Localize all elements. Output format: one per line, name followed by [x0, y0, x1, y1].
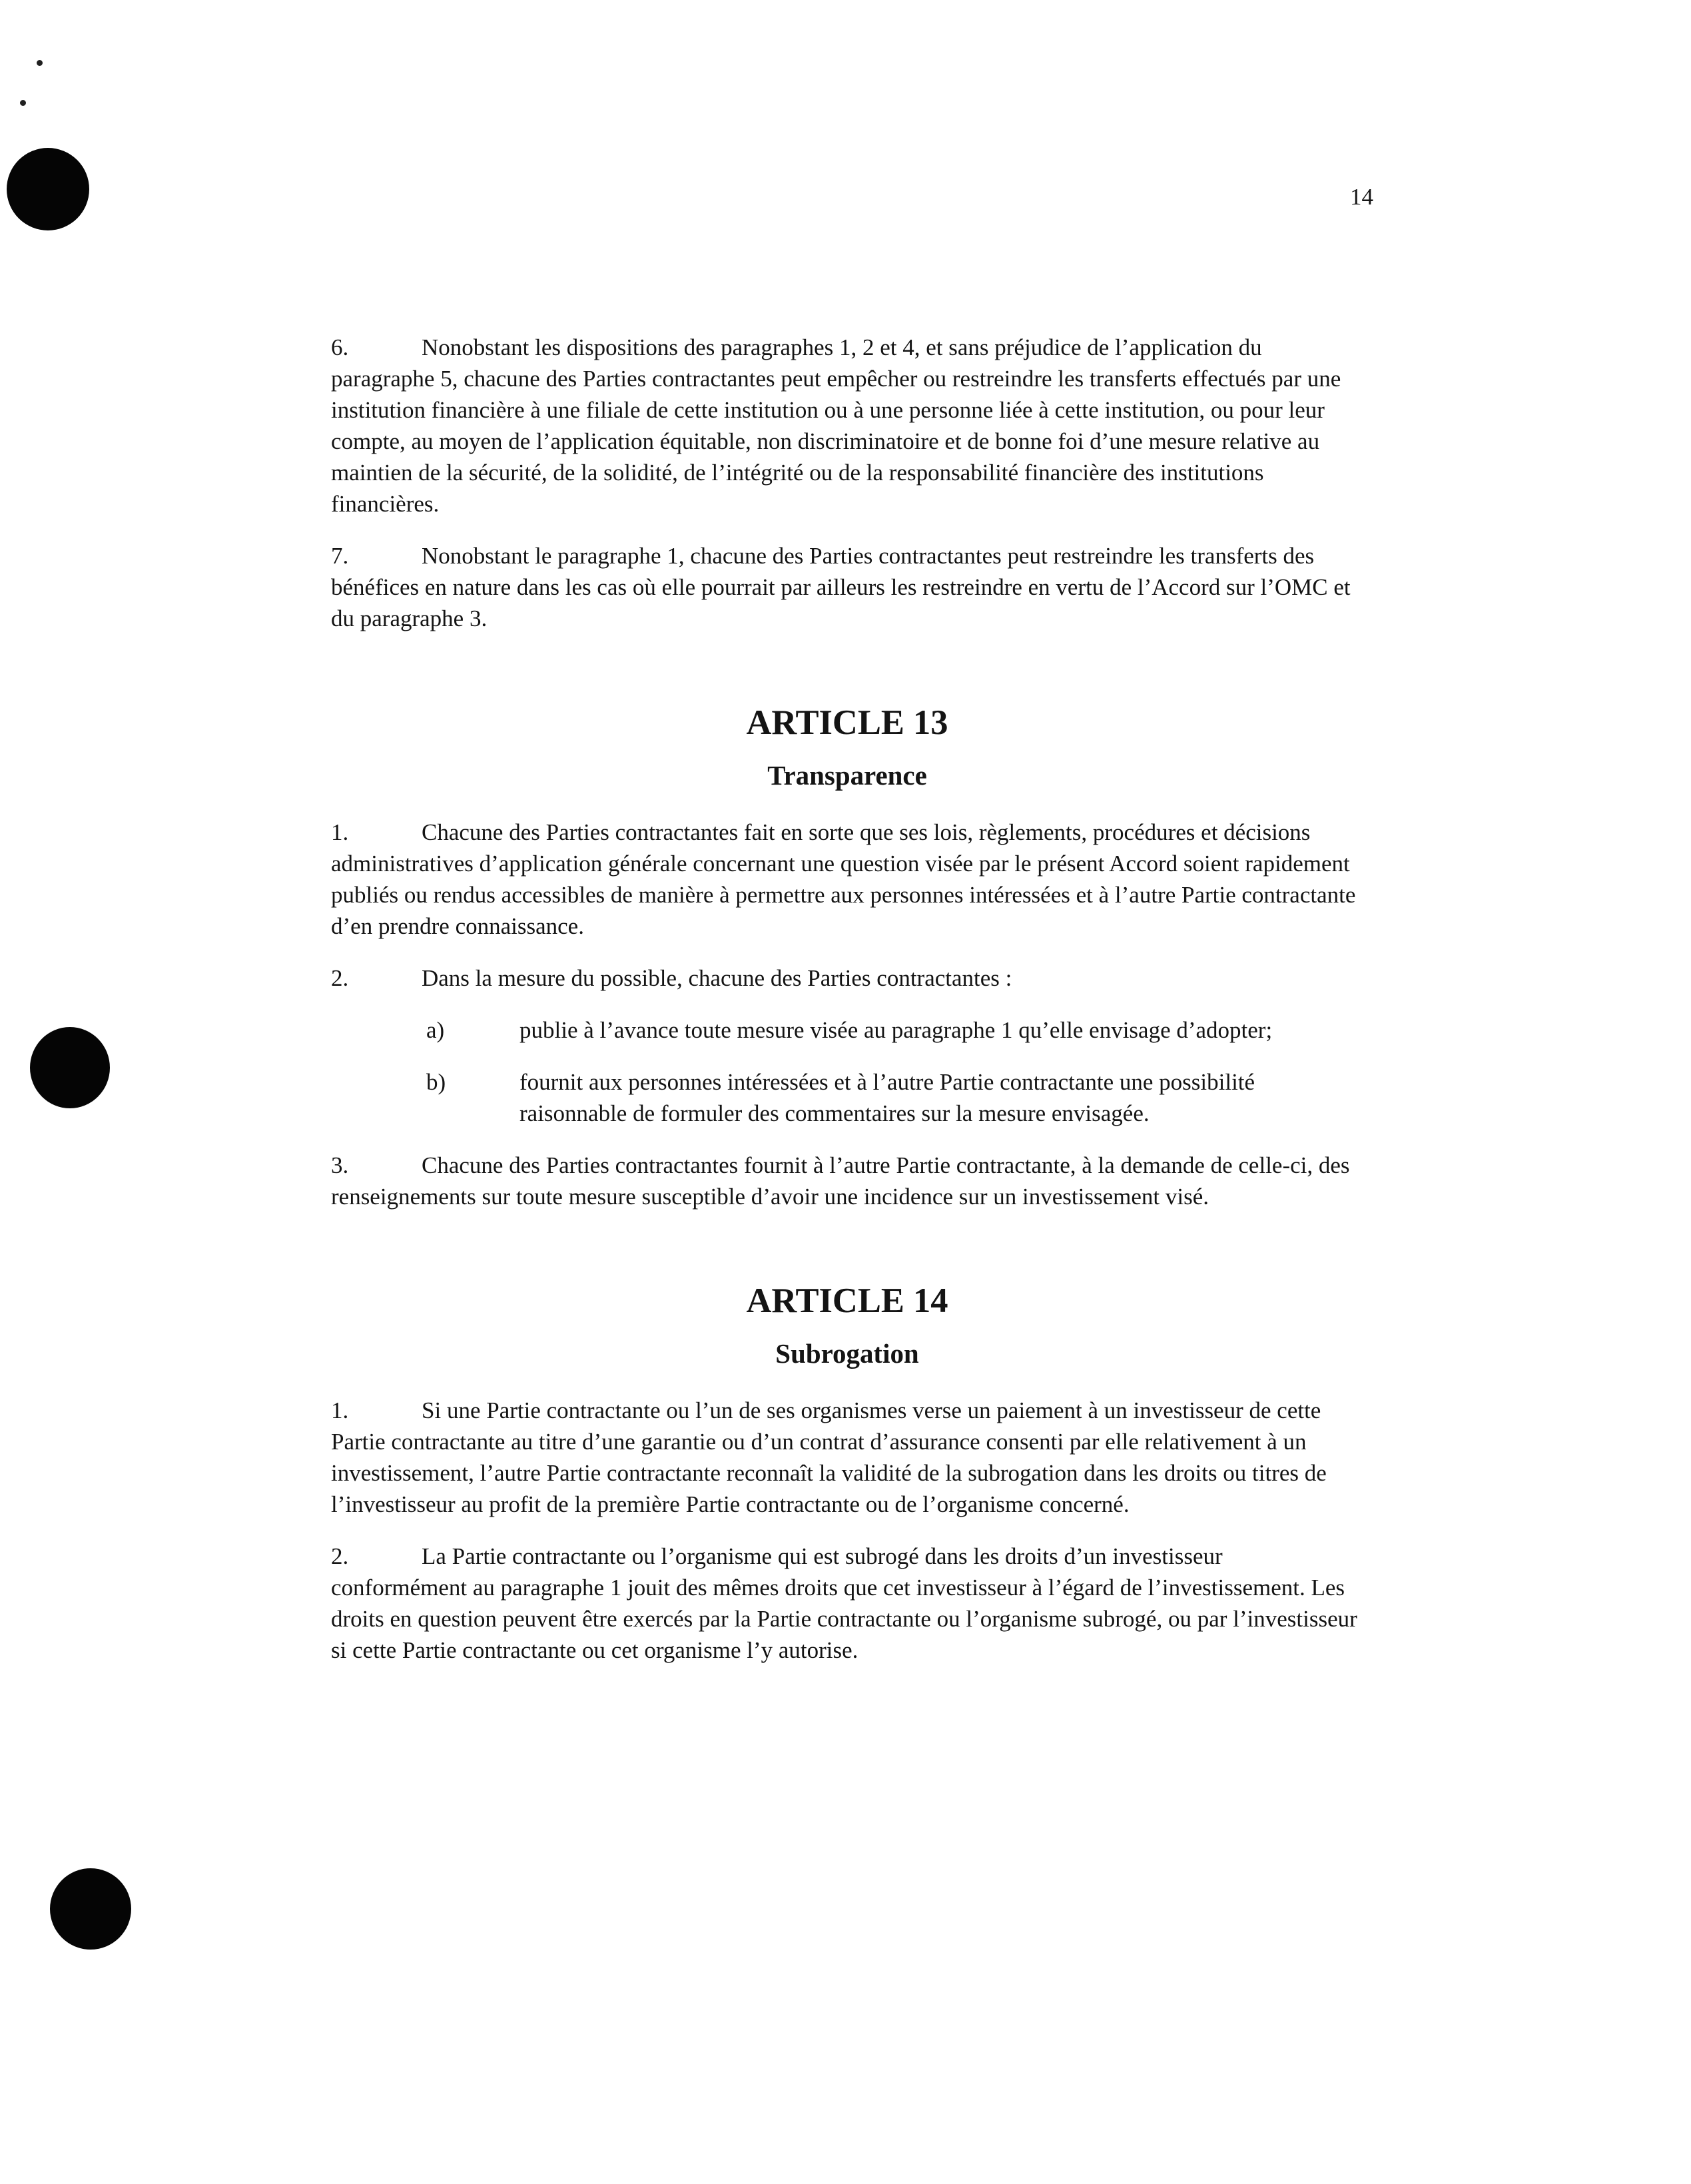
scan-speck [20, 100, 26, 106]
article-14-title: Subrogation [775, 1339, 919, 1369]
item-letter: a) [426, 1017, 445, 1043]
scan-speck [37, 60, 43, 66]
paragraph-number: 1. [331, 1397, 349, 1423]
paragraph-text: Si une Partie contractante ou l’un de ses organismes verse un paiement à un investisseur de cette Partie contractante au titre d’une garantie ou d’un contrat d’assurance consenti par elle relativement à un investissement, l’autre Partie contractante reconnaît la validité de la subrogation dans les droits ou titres de l’investisseur au profit de la première Partie contractante ou de l’organisme concerné. [331, 1397, 1327, 1517]
paragraph-text: Nonobstant les dispositions des paragraphes 1, 2 et 4, et sans préjudice de l’application du paragraphe 5, chacune des Parties contractantes peut empêcher ou restreindre les transferts effectués par une institution financière à une filiale de cette institution ou à une personne liée à cette institution, ou pour leur compte, au moyen de l’application équitable, non discriminatoire et de bonne foi d’une mesure relative au maintien de la sécurité, de la solidité, de l’intégrité ou de la responsabilité financière des institutions financières. [331, 334, 1341, 517]
paragraph-number: 2. [331, 965, 349, 991]
punch-hole [30, 1027, 110, 1108]
document-body [331, 332, 1363, 1686]
page-number: 14 [1350, 184, 1373, 210]
article-14-paragraph-1 [331, 1395, 1363, 1520]
paragraph-number: 3. [331, 1152, 349, 1178]
article-14-paragraph-2 [331, 1541, 1363, 1666]
paragraph-6 [331, 332, 1363, 520]
paragraph-text: Chacune des Parties contractantes fournit à l’autre Partie contractante, à la demande de celle-ci, des renseignements sur toute mesure susceptible d’avoir une incidence sur un investissement visé. [331, 1152, 1350, 1210]
punch-hole [50, 1868, 131, 1950]
article-13-title: Transparence [767, 761, 927, 791]
paragraph-text: Nonobstant le paragraphe 1, chacune des Parties contractantes peut restreindre les transferts des bénéfices en nature dans les cas où elle pourrait par ailleurs les restreindre en vertu de l’Accord sur l’OMC et du paragraphe 3. [331, 543, 1351, 631]
article-13-item-a [331, 1014, 1363, 1046]
paragraph-text: Chacune des Parties contractantes fait en sorte que ses lois, règlements, procédures et décisions administratives d’application générale concernant une question visée par le présent Accord soient rapidement publiés ou rendus accessibles de manière à permettre aux personnes intéressées et à l’autre Partie contractante d’en prendre connaissance. [331, 819, 1356, 939]
punch-hole [7, 148, 89, 230]
paragraph-number: 6. [331, 334, 349, 360]
article-13-paragraph-2 [331, 962, 1363, 994]
article-13-item-b [331, 1066, 1363, 1129]
paragraph-number: 7. [331, 543, 349, 569]
paragraph-7 [331, 540, 1363, 634]
article-13-paragraph-1 [331, 817, 1363, 942]
article-13-paragraph-3 [331, 1150, 1363, 1212]
paragraph-number: 2. [331, 1543, 349, 1569]
item-text: publie à l’avance toute mesure visée au paragraphe 1 qu’elle envisage d’adopter; [519, 1017, 1273, 1043]
paragraph-number: 1. [331, 819, 349, 845]
item-text: fournit aux personnes intéressées et à l’autre Partie contractante une possibilité raisonnable de formuler des commentaires sur la mesure envisagée. [519, 1069, 1255, 1126]
paragraph-text: La Partie contractante ou l’organisme qui est subrogé dans les droits d’un investisseur conformément au paragraphe 1 jouit des mêmes droits que cet investisseur à l’égard de l’investissement. Les droits en question peuvent être exercés par la Partie contractante ou l’organisme subrogé, ou par l’investisseur si cette Partie contractante ou cet organisme l’y autorise. [331, 1543, 1357, 1663]
article-14-heading: ARTICLE 14 [746, 1281, 948, 1320]
item-letter: b) [426, 1069, 446, 1095]
paragraph-text: Dans la mesure du possible, chacune des Parties contractantes : [422, 965, 1012, 991]
article-13-heading: ARTICLE 13 [746, 703, 948, 742]
